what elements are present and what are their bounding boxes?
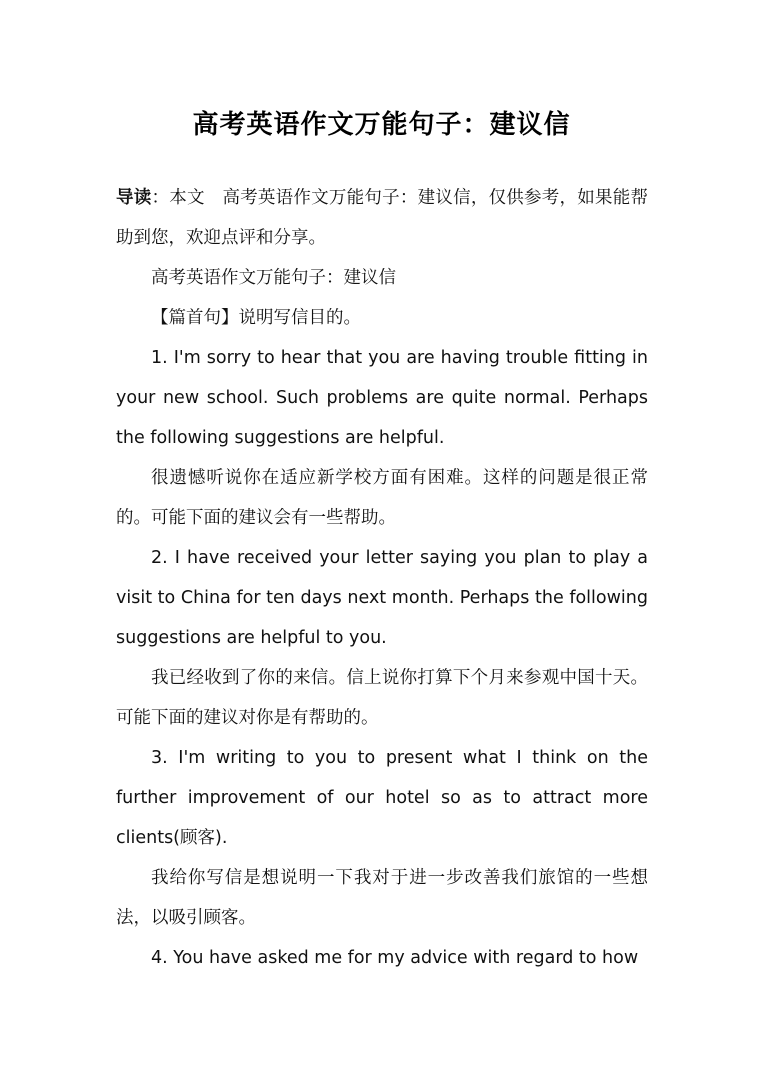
example-sentence-1-english: 1. I'm sorry to hear that you are having trouble fitting in your new school. Such problems are quite normal. Perhaps the following suggestions are helpful. <box>116 348 648 448</box>
guide-paragraph <box>116 178 648 258</box>
example-sentence-3-english: 3. I'm writing to you to present what I think on the further improvement of our hotel so as to attract more clients(顾客). <box>116 748 648 848</box>
example-sentence-1-chinese: 很遗憾听说你在适应新学校方面有困难。这样的问题是很正常的。可能下面的建议会有一些帮助。 <box>116 468 648 528</box>
subtitle-paragraph: 高考英语作文万能句子：建议信 <box>151 268 396 288</box>
section-heading-paragraph: 【篇首句】说明写信目的。 <box>151 308 361 328</box>
guide-label: 导读 <box>116 188 152 208</box>
document-body <box>116 178 648 978</box>
document-title: 高考英语作文万能句子：建议信 <box>192 110 571 140</box>
example-sentence-2-english: 2. I have received your letter saying you plan to play a visit to China for ten days next month. Perhaps the following suggestions are helpful to you. <box>116 548 648 648</box>
guide-text: ：本文 高考英语作文万能句子：建议信，仅供参考，如果能帮助到您，欢迎点评和分享。 <box>116 188 648 248</box>
example-sentence-4-english: 4. You have asked me for my advice with regard to how <box>151 948 639 968</box>
example-sentence-3-chinese: 我给你写信是想说明一下我对于进一步改善我们旅馆的一些想法，以吸引顾客。 <box>116 868 648 928</box>
example-sentence-2-chinese: 我已经收到了你的来信。信上说你打算下个月来参观中国十天。可能下面的建议对你是有帮助的。 <box>116 668 648 728</box>
